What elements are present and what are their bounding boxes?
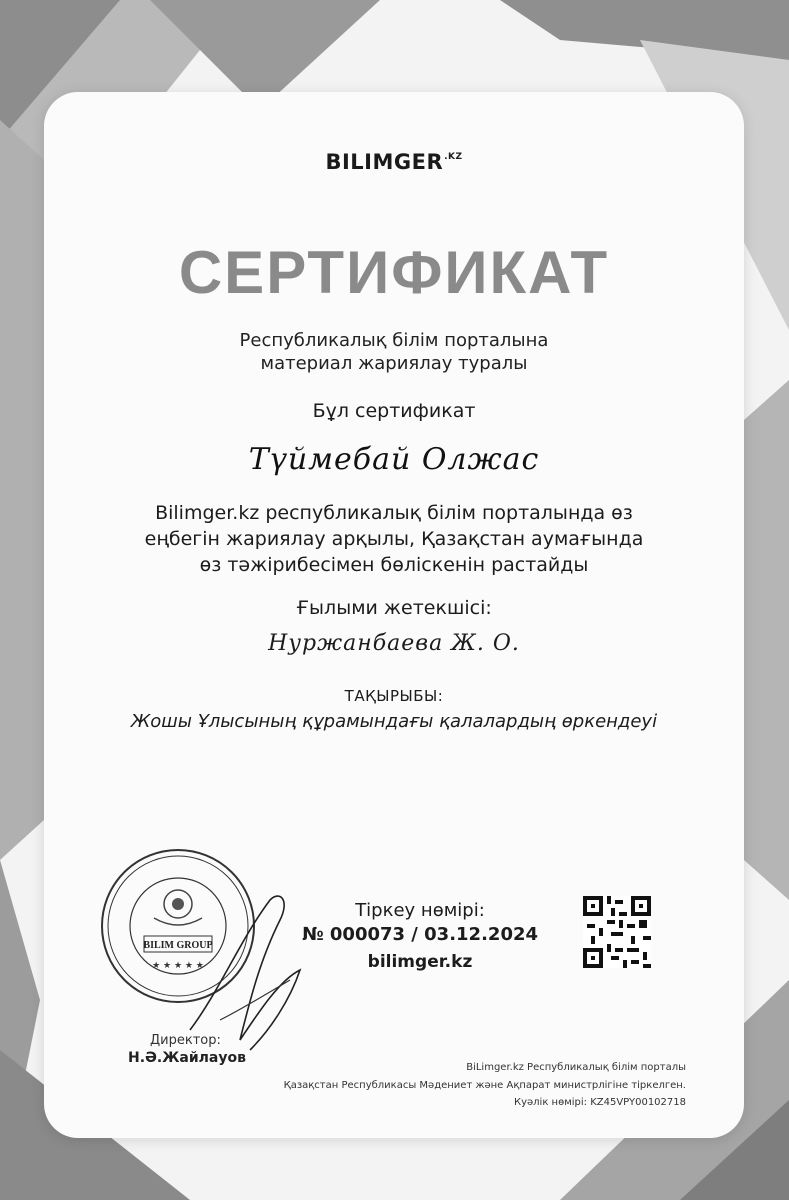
supervisor-name: Нуржанбаева Ж. О. [268, 631, 520, 656]
registration-label: Тіркеу нөмірі: [355, 900, 485, 921]
director-label: Директор: [150, 1033, 221, 1048]
footer-line-1: BiLimger.kz Республикалық білім порталы [466, 1062, 686, 1073]
topic-value: Жошы Ұлысының құрамындағы қалалардың өркендеуі [130, 711, 658, 732]
body-line-3: өз тәжірибесімен бөліскенін растайды [199, 554, 589, 576]
supervisor-label: Ғылыми жетекшісі: [296, 597, 492, 619]
subtitle-line-2: материал жариялау туралы [260, 353, 528, 374]
brand-suffix: .KZ [444, 152, 463, 162]
brand-name: BILIMGER [325, 150, 444, 174]
body-line-2: еңбегін жариялау арқылы, Қазақстан аумағында [144, 528, 644, 550]
intro-text: Бұл сертификат [312, 400, 476, 422]
brand-logo [44, 150, 744, 174]
topic-label: ТАҚЫРЫБЫ: [344, 687, 444, 705]
registration-site: bilimger.kz [367, 952, 473, 972]
subtitle-line-1: Республикалық білім порталына [239, 330, 549, 351]
footer-line-2: Қазақстан Республикасы Мәдениет және Ақпарат министрлігіне тіркелген. [283, 1080, 686, 1091]
director-name: Н.Ә.Жайлауов [128, 1050, 246, 1066]
qr-code [583, 896, 651, 968]
certificate-title: СЕРТИФИКАТ [178, 239, 610, 306]
footer-line-3: Куәлік нөмірі: KZ45VPY00102718 [513, 1097, 686, 1108]
body-line-1: Bilimger.kz республикалық білім порталында өз [155, 502, 633, 524]
seal-text: BILIM GROUP [143, 940, 213, 951]
registration-number: № 000073 / 03.12.2024 [301, 924, 539, 945]
svg-text:★ ★ ★ ★ ★: ★ ★ ★ ★ ★ [152, 961, 204, 971]
recipient-name: Түймебай Олжас [248, 442, 540, 477]
